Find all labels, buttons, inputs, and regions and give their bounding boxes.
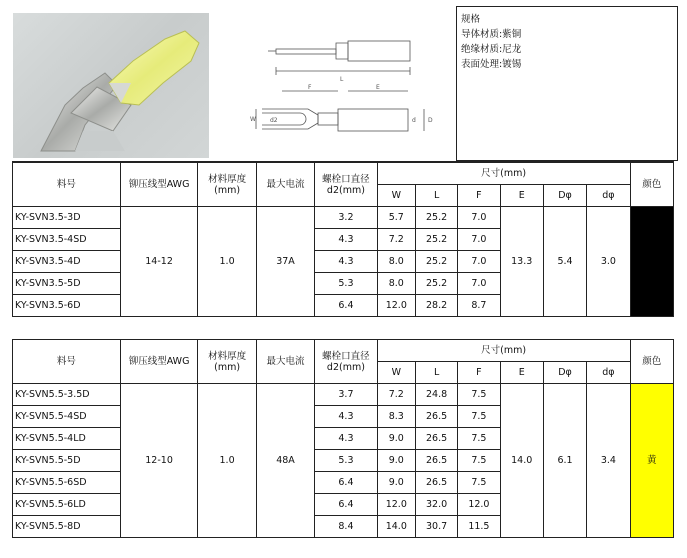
- f-value: 7.5: [458, 428, 500, 450]
- l-value: 32.0: [415, 494, 457, 516]
- w-value: 9.0: [377, 450, 415, 472]
- awg-value: 12-10: [120, 384, 198, 538]
- header-color: 颜色: [630, 340, 673, 384]
- e-value: 14.0: [500, 384, 543, 538]
- f-value: 7.5: [458, 406, 500, 428]
- header-l: L: [415, 362, 457, 384]
- l-value: 26.5: [415, 472, 457, 494]
- drawing-label-w: W: [250, 116, 256, 123]
- spade-terminal-image: [13, 13, 209, 158]
- dd-value: 3.4: [587, 384, 630, 538]
- table-row: [13, 384, 674, 406]
- f-value: 7.0: [458, 229, 500, 251]
- l-value: 24.8: [415, 384, 457, 406]
- l-value: 26.5: [415, 450, 457, 472]
- l-value: 30.7: [415, 516, 457, 538]
- part-number: KY-SVN5.5-6SD: [13, 472, 121, 494]
- w-value: 5.7: [377, 207, 415, 229]
- d2-value: 4.3: [315, 251, 377, 273]
- header-awg: 铆压线型AWG: [120, 340, 198, 384]
- current-value: 37A: [256, 207, 314, 317]
- header-thickness: 材料厚度 (mm): [198, 163, 256, 207]
- part-number: KY-SVN5.5-4LD: [13, 428, 121, 450]
- f-value: 7.5: [458, 384, 500, 406]
- d2-value: 3.7: [315, 384, 377, 406]
- part-number: KY-SVN5.5-4SD: [13, 406, 121, 428]
- drawing-label-l: L: [340, 76, 344, 83]
- f-value: 7.5: [458, 472, 500, 494]
- d2-value: 6.4: [315, 472, 377, 494]
- thickness-value: 1.0: [198, 384, 256, 538]
- l-value: 25.2: [415, 207, 457, 229]
- header-d2: 螺栓口直径 d2(mm): [315, 163, 377, 207]
- w-value: 7.2: [377, 384, 415, 406]
- part-number: KY-SVN5.5-5D: [13, 450, 121, 472]
- spec-table-svn55: [12, 339, 674, 538]
- header-current: 最大电流: [256, 163, 314, 207]
- f-value: 7.0: [458, 251, 500, 273]
- d2-value: 4.3: [315, 406, 377, 428]
- spec-title: 规格: [461, 14, 481, 25]
- header-dD: Dφ: [543, 185, 586, 207]
- f-value: 8.7: [458, 295, 500, 317]
- spec-insulation: 绝缘材质:尼龙: [461, 44, 522, 55]
- thickness-value: 1.0: [198, 207, 256, 317]
- header-dd: dφ: [587, 185, 630, 207]
- header-l: L: [415, 185, 457, 207]
- header-size: 尺寸(mm): [377, 163, 630, 185]
- header-thickness: 材料厚度 (mm): [198, 340, 256, 384]
- header-part: 料号: [13, 163, 121, 207]
- spec-surface: 表面处理:镀锡: [461, 59, 522, 70]
- header-w: W: [377, 185, 415, 207]
- part-number: KY-SVN5.5-8D: [13, 516, 121, 538]
- l-value: 26.5: [415, 428, 457, 450]
- header-d2: 螺栓口直径 d2(mm): [315, 340, 377, 384]
- f-value: 12.0: [458, 494, 500, 516]
- header-e: E: [500, 185, 543, 207]
- d2-value: 5.3: [315, 273, 377, 295]
- l-value: 25.2: [415, 229, 457, 251]
- header-current: 最大电流: [256, 340, 314, 384]
- part-number: KY-SVN3.5-4SD: [13, 229, 121, 251]
- w-value: 8.3: [377, 406, 415, 428]
- w-value: 12.0: [377, 295, 415, 317]
- dimension-drawing: [248, 13, 454, 161]
- d2-value: 4.3: [315, 229, 377, 251]
- d2-value: 3.2: [315, 207, 377, 229]
- drawing-label-d-outer: D: [428, 117, 433, 124]
- d2-value: 6.4: [315, 295, 377, 317]
- drawing-label-d-inner: d: [412, 117, 416, 124]
- header-f: F: [458, 185, 500, 207]
- f-value: 7.5: [458, 450, 500, 472]
- d2-value: 4.3: [315, 428, 377, 450]
- spec-conductor: 导体材质:紫铜: [461, 29, 522, 40]
- w-value: 8.0: [377, 273, 415, 295]
- part-number: KY-SVN3.5-3D: [13, 207, 121, 229]
- color-swatch-black: 黑: [630, 207, 673, 317]
- f-value: 11.5: [458, 516, 500, 538]
- part-number: KY-SVN5.5-6LD: [13, 494, 121, 516]
- color-swatch-yellow: 黄: [630, 384, 673, 538]
- header-awg: 铆压线型AWG: [120, 163, 198, 207]
- w-value: 7.2: [377, 229, 415, 251]
- product-photo: [13, 13, 209, 158]
- dD-value: 6.1: [543, 384, 586, 538]
- l-value: 25.2: [415, 273, 457, 295]
- technical-drawing: [248, 13, 454, 161]
- spec-panel: [456, 6, 678, 161]
- header-e: E: [500, 362, 543, 384]
- part-number: KY-SVN5.5-3.5D: [13, 384, 121, 406]
- part-number: KY-SVN3.5-4D: [13, 251, 121, 273]
- dd-value: 3.0: [587, 207, 630, 317]
- part-number: KY-SVN3.5-5D: [13, 273, 121, 295]
- drawing-label-f: F: [308, 84, 312, 91]
- drawing-label-d2: d2: [270, 117, 278, 124]
- header-dD: Dφ: [543, 362, 586, 384]
- l-value: 26.5: [415, 406, 457, 428]
- table-row: [13, 207, 674, 229]
- header-f: F: [458, 362, 500, 384]
- f-value: 7.0: [458, 273, 500, 295]
- part-number: KY-SVN3.5-6D: [13, 295, 121, 317]
- header-part: 料号: [13, 340, 121, 384]
- w-value: 12.0: [377, 494, 415, 516]
- w-value: 14.0: [377, 516, 415, 538]
- current-value: 48A: [256, 384, 314, 538]
- e-value: 13.3: [500, 207, 543, 317]
- l-value: 25.2: [415, 251, 457, 273]
- d2-value: 6.4: [315, 494, 377, 516]
- awg-value: 14-12: [120, 207, 198, 317]
- header-size: 尺寸(mm): [377, 340, 630, 362]
- header-w: W: [377, 362, 415, 384]
- header-dd: dφ: [587, 362, 630, 384]
- spec-table-svn35: [12, 162, 674, 317]
- d2-value: 8.4: [315, 516, 377, 538]
- l-value: 28.2: [415, 295, 457, 317]
- w-value: 8.0: [377, 251, 415, 273]
- f-value: 7.0: [458, 207, 500, 229]
- drawing-label-e: E: [376, 84, 380, 91]
- w-value: 9.0: [377, 472, 415, 494]
- dD-value: 5.4: [543, 207, 586, 317]
- d2-value: 5.3: [315, 450, 377, 472]
- w-value: 9.0: [377, 428, 415, 450]
- header-color: 颜色: [630, 163, 673, 207]
